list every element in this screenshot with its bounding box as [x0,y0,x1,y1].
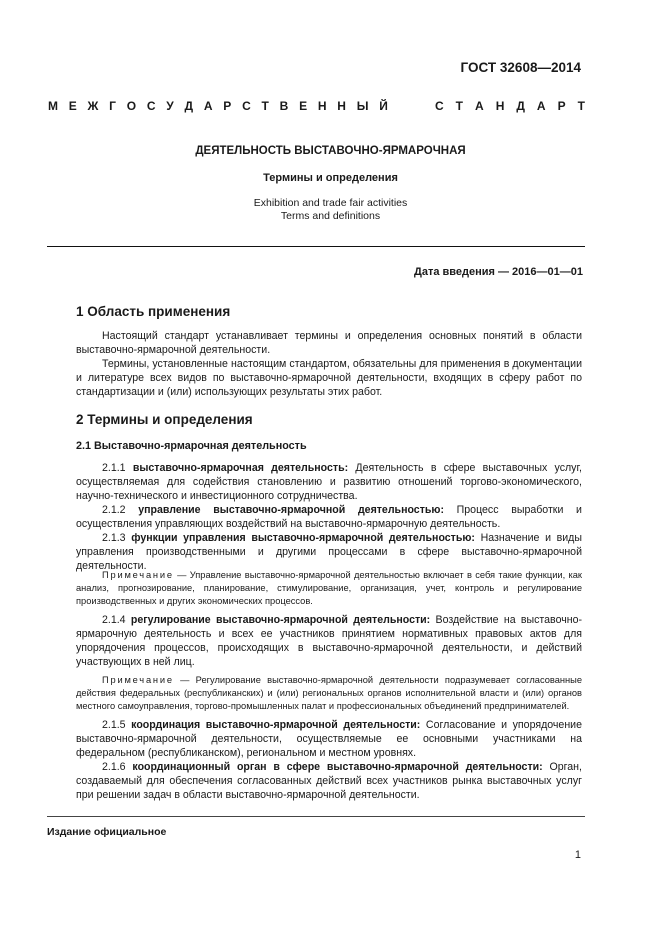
note-1-label: Примечание [102,570,174,580]
term-2-1-3: 2.1.3 функции управления выставочно-ярмарочной деятельностью: Назначение и виды управления производственными и другими процессами в сфере выставочно-ярмарочной деятельности. [76,532,582,572]
note-2 [76,674,582,713]
banner-letter: Т [455,99,464,113]
interstate-word-2 [435,99,585,113]
standard-code: ГОСТ 32608—2014 [460,60,581,75]
section-1-body [76,329,582,399]
banner-letter: Н [495,99,505,113]
banner-letter: С [146,99,156,113]
document-title: ДЕЯТЕЛЬНОСТЬ ВЫСТАВОЧНО-ЯРМАРОЧНАЯ [195,145,466,157]
section-1-paragraph-2: Термины, установленные настоящим стандартом, обязательны для применения в документации и литературе всех видов по выставочно-ярмарочной деятельности, входящих в сферу работ по стандартизации и (или) использующих результаты этих работ. [76,358,582,398]
term-2-1-6: 2.1.6 координационный орган в сфере выставочно-ярмарочной деятельности: Орган, создаваемый для обеспечения согласованных действий всех участников рынка выставочных услуг при решении задач в области выставочно-ярмарочной деятельности. [76,761,582,801]
banner-letter: Е [299,99,308,113]
banner-letter: О [126,99,137,113]
note-1 [76,569,582,608]
banner-letter: Н [317,99,327,113]
note-1-text: — Управление выставочно-ярмарочной деятельностью включает в себя такие функции, как анализ, прогнозирование, планирование, стимулирование, организация, учет, контроль и регулирование производственных и других экономических процессов. [76,570,582,606]
banner-letter: Й [379,99,388,113]
term-2-1-2: 2.1.2 управление выставочно-ярмарочной деятельностью: Процесс выработки и осуществления управляющих воздействий на выставочно-ярмарочную деятельность. [76,504,582,530]
introduction-date: Дата введения — 2016—01—01 [414,266,583,278]
english-title [0,197,661,223]
banner-letter: Ы [356,99,369,113]
banner-letter: С [242,99,251,113]
english-title-line-1: Exhibition and trade fair activities [253,197,408,209]
section-1-paragraph-1: Настоящий стандарт устанавливает термины и определения основных понятий в области выставочно-ярмарочной деятельности. [76,330,582,356]
note-2-text: — Регулирование выставочно-ярмарочной деятельности подразумевает согласованные действия федеральных (республиканских) и (или) региональных органов исполнительной власти и (или) органов местного самоуправления, торгово-промышленных палат и профессиональных объединений предпринимателей. [76,675,582,711]
banner-letter: Р [557,99,566,113]
section-1-heading: 1 Область применения [76,304,231,319]
page-number: 1 [574,849,581,861]
document-subtitle: Термины и определения [263,172,398,184]
footer-divider [47,816,585,817]
english-title-line-2: Terms and definitions [280,210,381,222]
banner-letter: Ж [87,99,99,113]
banner-letter: А [536,99,546,113]
term-2-1-4: 2.1.4 регулирование выставочно-ярмарочной деятельности: Воздействие на выставочно-ярмарочную деятельность и всех ее участников принятием нормативных правовых актов для упорядочения процессов, происходящих в выставочно-ярмарочной деятельности, и действий участвующих в ней лиц. [76,614,583,668]
banner-letter: У [166,99,174,113]
banner-letter: А [203,99,213,113]
term-2-1-5: 2.1.5 координация выставочно-ярмарочной деятельности: Согласование и упорядочение выставочно-ярмарочной деятельности, осуществляемые ее основными участниками на федеральном (республиканском), региональном и местном уровнях. [76,719,582,759]
section-2-heading: 2 Термины и определения [76,412,253,427]
title-divider [47,246,585,247]
banner-letter: Р [223,99,232,113]
banner-letter: Т [577,99,585,113]
banner-letter: Г [109,99,116,113]
banner-letter: М [48,99,58,113]
banner-letter: Е [68,99,77,113]
term-2-1-1: 2.1.1 выставочно-ярмарочная деятельность: Деятельность в сфере выставочных услуг, осуществляемая для содействия становлению и развитию отношений торгово-экономического, научно-технического и инвестиционного сотрудничества. [76,462,582,502]
note-2-label: Примечание [102,675,174,685]
banner-letter: Д [516,99,525,113]
official-edition-label: Издание официальное [47,826,167,838]
interstate-word-1 [48,99,388,113]
terms-block-3 [76,718,582,802]
banner-letter: А [475,99,484,113]
banner-letter: Н [337,99,346,113]
terms-block-1 [76,461,582,573]
banner-letter: Д [184,99,194,113]
terms-block-2 [76,613,582,669]
banner-letter: Т [261,99,269,113]
banner-letter: В [279,99,289,113]
subsection-2-1-heading: 2.1 Выставочно-ярмарочная деятельность [76,440,307,452]
banner-letter: С [435,99,444,113]
interstate-standard-banner [48,99,585,113]
